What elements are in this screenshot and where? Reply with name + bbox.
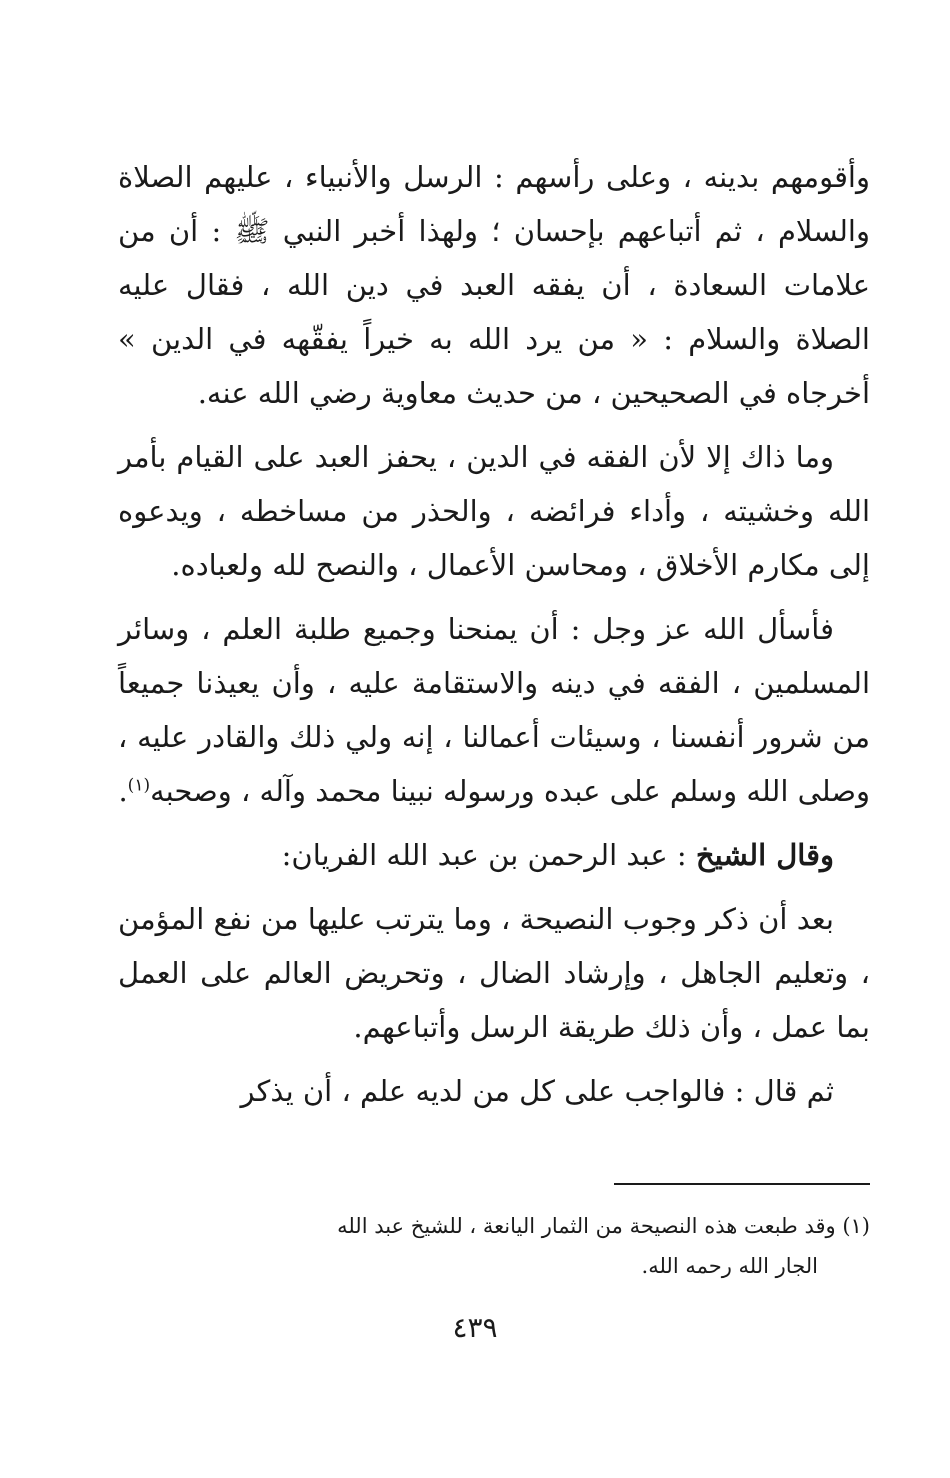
footnote-divider [614, 1183, 870, 1185]
speaker-label: وقال الشيخ [695, 838, 834, 872]
footnote-line-1: (١) وقد طبعت هذه النصيحة من الثمار اليانعة ، للشيخ عبد الله [337, 1214, 870, 1238]
paragraph-6: ثم قال : فالواجب على كل من لديه علم ، أن يذكر [240, 1074, 834, 1108]
paragraph-3-text: فأسأل الله عز وجل : أن يمنحنا وجميع طلبة العلم ، وسائر المسلمين ، الفقه في دينه والاستقامة عليه ، وأن يعيذنا جميعاً من شرور أنفسنا ، وسيئات أعمالنا ، إنه ولي ذلك والقادر عليه ، وصلى الله وسلم على عبده ورسوله نبينا محمد وآله ، وصحبه [118, 612, 871, 808]
paragraph-2: وما ذاك إلا لأن الفقه في الدين ، يحفز العبد على القيام بأمر الله وخشيته ، وأداء فرائضه ، والحذر من مساخطه ، ويدعوه إلى مكارم الأخلاق ، ومحاسن الأعمال ، والنصح لله ولعباده. [118, 440, 870, 582]
page-body [118, 150, 870, 1128]
paragraph-5: بعد أن ذكر وجوب النصيحة ، وما يترتب عليها من نفع المؤمن ، وتعليم الجاهل ، وإرشاد الضال ، وتحريض العالم على العمل بما عمل ، وأن ذلك طريقة الرسل وأتباعهم. [118, 902, 870, 1044]
paragraph-3-end: . [118, 774, 128, 808]
footnote [118, 1206, 870, 1286]
footnote-reference: (١) [127, 775, 151, 796]
paragraph-1: وأقومهم بدينه ، وعلى رأسهم : الرسل والأنبياء ، عليهم الصلاة والسلام ، ثم أتباعهم بإحسان ؛ ولهذا أخبر النبي ﷺ : أن من علامات السعادة ، أن يفقه العبد في دين الله ، فقال عليه الصلاة والسلام : « من يرد الله به خيراً يفقّهه في الدين » أخرجاه في الصحيحين ، من حديث معاوية رضي الله عنه. [118, 160, 870, 410]
paragraph-4 [118, 828, 870, 882]
paragraph-3 [118, 602, 870, 818]
speaker-name: : عبد الرحمن بن عبد الله الفريان: [281, 838, 696, 872]
page-number: ٤٣٩ [452, 1311, 498, 1344]
footnote-line-2: الجار الله رحمه الله. [641, 1254, 818, 1278]
